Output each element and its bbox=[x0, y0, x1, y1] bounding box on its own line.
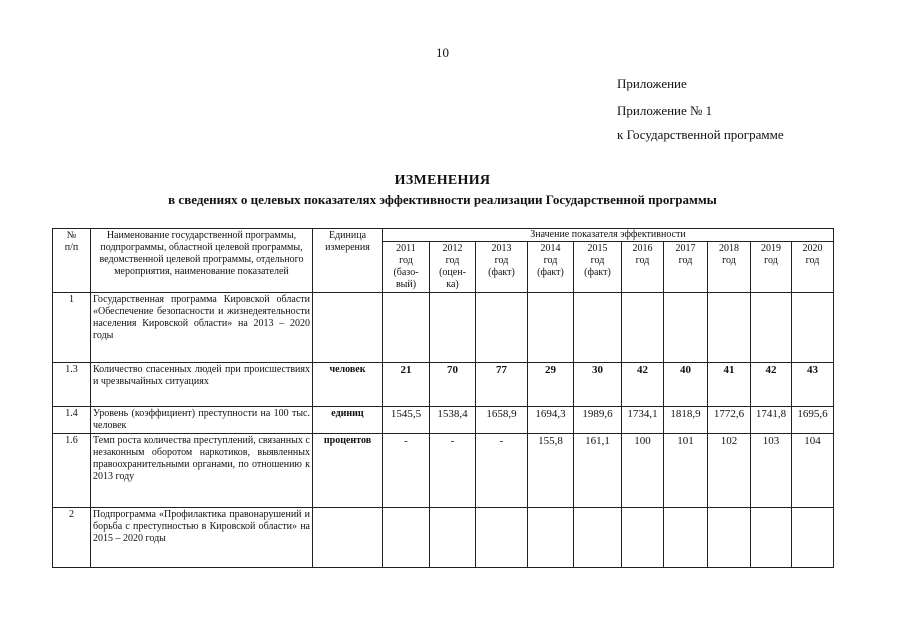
document-title: ИЗМЕНЕНИЯ bbox=[394, 173, 491, 188]
row-value-8 bbox=[751, 508, 792, 568]
row-value-9: 1695,6 bbox=[792, 407, 834, 434]
table-row bbox=[53, 434, 834, 508]
row-value-2: - bbox=[476, 434, 528, 508]
header-year-2: 2013 год (факт) bbox=[476, 242, 528, 293]
row-num: 1.3 bbox=[53, 363, 91, 407]
row-value-9 bbox=[792, 508, 834, 568]
row-name: Темп роста количества преступлений, связанных с незаконным оборотом наркотиков, выявленных правоохранительными органами, по отношению к 2013 году bbox=[91, 434, 313, 508]
row-value-3 bbox=[528, 508, 574, 568]
row-value-4: 30 bbox=[574, 363, 622, 407]
table-row bbox=[53, 293, 834, 363]
header-year-0: 2011 год (базо- вый) bbox=[383, 242, 430, 293]
header-year-4: 2015 год (факт) bbox=[574, 242, 622, 293]
row-unit: единиц bbox=[313, 407, 383, 434]
header-num: № п/п bbox=[53, 229, 91, 293]
row-value-6 bbox=[664, 508, 708, 568]
row-value-1: 1538,4 bbox=[430, 407, 476, 434]
appendix-line-2: Приложение № 1 bbox=[617, 103, 713, 118]
row-value-2: 77 bbox=[476, 363, 528, 407]
row-value-4: 1989,6 bbox=[574, 407, 622, 434]
row-name: Государственная программа Кировской области «Обеспечение безопасности и жизнедеятельности населения Кировской области» на 2013 – 2020 годы bbox=[91, 293, 313, 363]
row-name: Количество спасенных людей при происшествиях и чрезвычайных ситуациях bbox=[91, 363, 313, 407]
row-value-9: 104 bbox=[792, 434, 834, 508]
row-name: Уровень (коэффициент) преступности на 100 тыс. человек bbox=[91, 407, 313, 434]
row-value-5: 1734,1 bbox=[622, 407, 664, 434]
row-value-6 bbox=[664, 293, 708, 363]
row-num: 1.6 bbox=[53, 434, 91, 508]
row-value-6: 101 bbox=[664, 434, 708, 508]
row-unit: человек bbox=[313, 363, 383, 407]
row-value-8: 103 bbox=[751, 434, 792, 508]
table-row bbox=[53, 363, 834, 407]
row-value-7 bbox=[708, 508, 751, 568]
header-values: Значение показателя эффективности bbox=[383, 229, 834, 242]
row-value-2: 1658,9 bbox=[476, 407, 528, 434]
row-value-6: 40 bbox=[664, 363, 708, 407]
header-row-1 bbox=[53, 229, 834, 242]
header-unit: Единица измерения bbox=[313, 229, 383, 293]
row-value-8: 42 bbox=[751, 363, 792, 407]
document-subtitle: в сведениях о целевых показателях эффективности реализации Государственной программы bbox=[168, 192, 717, 207]
row-value-0 bbox=[383, 508, 430, 568]
row-value-2 bbox=[476, 293, 528, 363]
row-value-3 bbox=[528, 293, 574, 363]
row-value-0: 21 bbox=[383, 363, 430, 407]
row-value-0: 1545,5 bbox=[383, 407, 430, 434]
indicators-table bbox=[52, 228, 834, 568]
header-year-7: 2018 год bbox=[708, 242, 751, 293]
row-value-8 bbox=[751, 293, 792, 363]
row-value-3: 155,8 bbox=[528, 434, 574, 508]
header-year-9: 2020 год bbox=[792, 242, 834, 293]
header-year-8: 2019 год bbox=[751, 242, 792, 293]
appendix-line-3: к Государственной программе bbox=[617, 127, 784, 142]
header-year-1: 2012 год (оцен- ка) bbox=[430, 242, 476, 293]
row-unit bbox=[313, 508, 383, 568]
row-value-8: 1741,8 bbox=[751, 407, 792, 434]
table-row bbox=[53, 508, 834, 568]
row-unit: процентов bbox=[313, 434, 383, 508]
row-value-7 bbox=[708, 293, 751, 363]
row-value-5: 42 bbox=[622, 363, 664, 407]
row-value-4 bbox=[574, 508, 622, 568]
header-year-5: 2016 год bbox=[622, 242, 664, 293]
row-value-7: 102 bbox=[708, 434, 751, 508]
row-name: Подпрограмма «Профилактика правонарушений и борьба с преступностью в Кировской области» на 2015 – 2020 годы bbox=[91, 508, 313, 568]
row-value-9 bbox=[792, 293, 834, 363]
row-value-6: 1818,9 bbox=[664, 407, 708, 434]
row-value-7: 41 bbox=[708, 363, 751, 407]
row-num: 1 bbox=[53, 293, 91, 363]
page-number: 10 bbox=[436, 45, 449, 60]
header-year-3: 2014 год (факт) bbox=[528, 242, 574, 293]
row-value-5 bbox=[622, 508, 664, 568]
row-value-9: 43 bbox=[792, 363, 834, 407]
header-year-6: 2017 год bbox=[664, 242, 708, 293]
row-value-0: - bbox=[383, 434, 430, 508]
row-value-7: 1772,6 bbox=[708, 407, 751, 434]
row-value-0 bbox=[383, 293, 430, 363]
row-value-5: 100 bbox=[622, 434, 664, 508]
row-value-1 bbox=[430, 293, 476, 363]
header-name: Наименование государственной программы, подпрограммы, областной целевой программы, ведомственной целевой программы, отдельного мероприятия, наименование показателей bbox=[91, 229, 313, 293]
appendix-line-1: Приложение bbox=[617, 76, 687, 91]
row-value-1: 70 bbox=[430, 363, 476, 407]
row-value-1 bbox=[430, 508, 476, 568]
row-value-4: 161,1 bbox=[574, 434, 622, 508]
table-row bbox=[53, 407, 834, 434]
row-value-3: 1694,3 bbox=[528, 407, 574, 434]
row-value-3: 29 bbox=[528, 363, 574, 407]
row-value-4 bbox=[574, 293, 622, 363]
row-value-5 bbox=[622, 293, 664, 363]
row-value-1: - bbox=[430, 434, 476, 508]
row-unit bbox=[313, 293, 383, 363]
row-value-2 bbox=[476, 508, 528, 568]
row-num: 2 bbox=[53, 508, 91, 568]
row-num: 1.4 bbox=[53, 407, 91, 434]
